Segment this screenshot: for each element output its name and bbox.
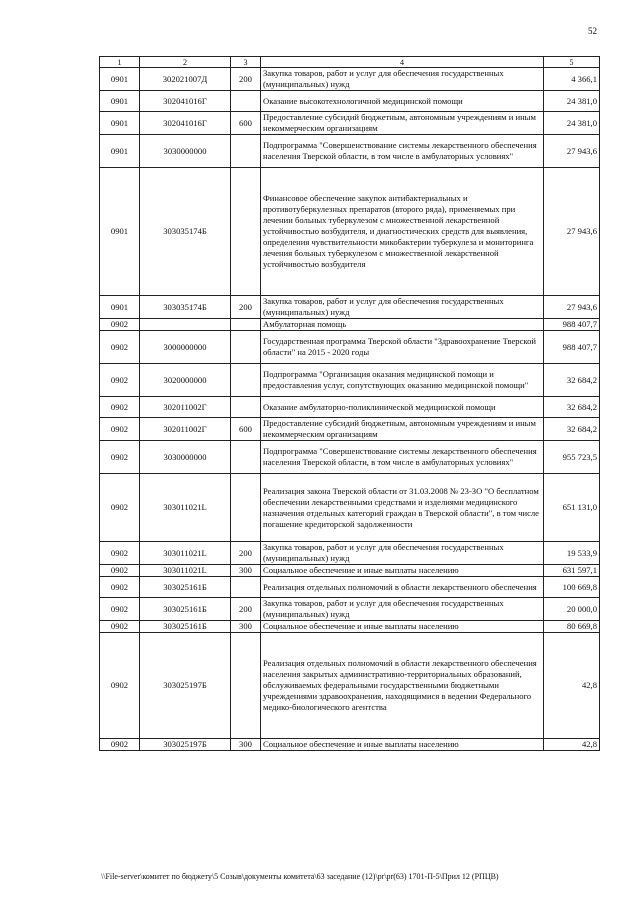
target-code-cell: 302041016Г xyxy=(140,91,231,112)
amount-cell: 32 684,2 xyxy=(544,418,600,441)
expense-type-cell: 300 xyxy=(231,621,261,633)
expense-type-cell xyxy=(231,91,261,112)
table-row xyxy=(100,633,600,739)
target-code-cell: 303035174Б xyxy=(140,296,231,319)
section-code-cell: 0902 xyxy=(100,577,140,598)
column-header: 3 xyxy=(231,57,261,68)
amount-cell: 24 381,0 xyxy=(544,91,600,112)
target-code-cell: 303011021L xyxy=(140,565,231,577)
target-code-cell: 302041016Г xyxy=(140,112,231,135)
amount-cell: 988 407,7 xyxy=(544,319,600,331)
amount-cell: 100 669,8 xyxy=(544,577,600,598)
column-header: 1 xyxy=(100,57,140,68)
expense-type-cell: 200 xyxy=(231,68,261,91)
item-name-cell: Предоставление субсидий бюджетным, автономным учреждениям и иным некоммерческим организациям xyxy=(261,418,544,441)
amount-cell: 27 943,6 xyxy=(544,135,600,168)
item-name-cell: Социальное обеспечение и иные выплаты населению xyxy=(261,621,544,633)
section-code-cell: 0902 xyxy=(100,331,140,364)
amount-cell: 27 943,6 xyxy=(544,296,600,319)
expense-type-cell xyxy=(231,633,261,739)
amount-cell: 20 000,0 xyxy=(544,598,600,621)
amount-cell: 631 597,1 xyxy=(544,565,600,577)
item-name-cell: Подпрограмма "Совершенствование системы лекарственного обеспечения населения Тверской области, в том числе в амбулаторных условиях" xyxy=(261,441,544,474)
target-code-cell: 302021007Д xyxy=(140,68,231,91)
table-row xyxy=(100,598,600,621)
item-name-cell: Подпрограмма "Совершенствование системы лекарственного обеспечения населения Тверской области, в том числе в амбулаторных условиях" xyxy=(261,135,544,168)
amount-cell: 651 131,0 xyxy=(544,474,600,542)
item-name-cell: Закупка товаров, работ и услуг для обеспечения государственных (муниципальных) нужд xyxy=(261,542,544,565)
amount-cell: 80 669,8 xyxy=(544,621,600,633)
section-code-cell: 0902 xyxy=(100,542,140,565)
expense-type-cell xyxy=(231,168,261,296)
table-row xyxy=(100,91,600,112)
target-code-cell: 3020000000 xyxy=(140,364,231,397)
file-path-footer: \\File-server\комитет по бюджету\5 Созыв\документы комитета\63 заседание (12)\pr\pr(63) 1701-П-5\Прил 12 (РПЦВ) xyxy=(101,872,499,881)
item-name-cell: Закупка товаров, работ и услуг для обеспечения государственных (муниципальных) нужд xyxy=(261,598,544,621)
table-row xyxy=(100,565,600,577)
item-name-cell: Закупка товаров, работ и услуг для обеспечения государственных (муниципальных) нужд xyxy=(261,68,544,91)
expense-type-cell: 200 xyxy=(231,598,261,621)
table-row xyxy=(100,364,600,397)
section-code-cell: 0902 xyxy=(100,418,140,441)
target-code-cell: 303025197Б xyxy=(140,739,231,751)
amount-cell: 42,8 xyxy=(544,739,600,751)
amount-cell: 24 381,0 xyxy=(544,112,600,135)
target-code-cell: 302011002Г xyxy=(140,418,231,441)
section-code-cell: 0902 xyxy=(100,739,140,751)
column-header: 4 xyxy=(261,57,544,68)
expense-type-cell xyxy=(231,135,261,168)
item-name-cell: Финансовое обеспечение закупок антибактериальных и противотуберкулезных препаратов (второго ряда), применяемых при лечении больных туберкулезом с множественной лекарственной устойчивостью возбудителя, и диагностических средств для выявления, определения чувствительности микобактерии туберкулеза и мониторинга лечения больных туберкулезом с множественной лекарственной устойчивостью возбудителя xyxy=(261,168,544,296)
amount-cell: 4 366,1 xyxy=(544,68,600,91)
target-code-cell: 303025161Б xyxy=(140,598,231,621)
table-row xyxy=(100,542,600,565)
table-row xyxy=(100,331,600,364)
section-code-cell: 0901 xyxy=(100,91,140,112)
section-code-cell: 0901 xyxy=(100,135,140,168)
item-name-cell: Социальное обеспечение и иные выплаты населению xyxy=(261,565,544,577)
target-code-cell: 303011021L xyxy=(140,474,231,542)
target-code-cell: 3000000000 xyxy=(140,331,231,364)
amount-cell: 27 943,6 xyxy=(544,168,600,296)
section-code-cell: 0902 xyxy=(100,441,140,474)
amount-cell: 19 533,9 xyxy=(544,542,600,565)
section-code-cell: 0902 xyxy=(100,621,140,633)
target-code-cell: 303011021L xyxy=(140,542,231,565)
target-code-cell: 303025161Б xyxy=(140,577,231,598)
amount-cell: 988 407,7 xyxy=(544,331,600,364)
table-row xyxy=(100,739,600,751)
item-name-cell: Государственная программа Тверской области "Здравоохранение Тверской области" на 2015 - 2020 годы xyxy=(261,331,544,364)
item-name-cell: Реализация закона Тверской области от 31.03.2008 № 23-ЗО "О бесплатном обеспечении лекарственными средствами и изделиями медицинского назначения отдельных категорий граждан в Тверской области", в том числе погашение кредиторской задолженности xyxy=(261,474,544,542)
target-code-cell: 3030000000 xyxy=(140,135,231,168)
item-name-cell: Оказание высокотехнологичной медицинской помощи xyxy=(261,91,544,112)
table-row xyxy=(100,319,600,331)
column-header: 5 xyxy=(544,57,600,68)
amount-cell: 955 723,5 xyxy=(544,441,600,474)
section-code-cell: 0902 xyxy=(100,565,140,577)
expense-type-cell xyxy=(231,364,261,397)
table-header-row xyxy=(100,57,600,68)
table-row xyxy=(100,621,600,633)
expense-type-cell xyxy=(231,474,261,542)
section-code-cell: 0902 xyxy=(100,364,140,397)
expense-type-cell: 200 xyxy=(231,296,261,319)
section-code-cell: 0902 xyxy=(100,319,140,331)
table-row xyxy=(100,397,600,418)
table-row xyxy=(100,135,600,168)
expense-type-cell: 600 xyxy=(231,418,261,441)
section-code-cell: 0902 xyxy=(100,397,140,418)
section-code-cell: 0901 xyxy=(100,168,140,296)
section-code-cell: 0902 xyxy=(100,474,140,542)
target-code-cell xyxy=(140,319,231,331)
table-row xyxy=(100,68,600,91)
item-name-cell: Подпрограмма "Организация оказания медицинской помощи и предоставления услуг, сопутствующих оказанию медицинской помощи" xyxy=(261,364,544,397)
target-code-cell: 303035174Б xyxy=(140,168,231,296)
budget-table xyxy=(99,56,600,751)
expense-type-cell: 300 xyxy=(231,565,261,577)
page-number: 52 xyxy=(588,26,597,36)
expense-type-cell: 600 xyxy=(231,112,261,135)
item-name-cell: Амбулаторная помощь xyxy=(261,319,544,331)
expense-type-cell xyxy=(231,319,261,331)
target-code-cell: 303025197Б xyxy=(140,633,231,739)
section-code-cell: 0901 xyxy=(100,112,140,135)
item-name-cell: Социальное обеспечение и иные выплаты населению xyxy=(261,739,544,751)
column-header: 2 xyxy=(140,57,231,68)
table-row xyxy=(100,474,600,542)
table-row xyxy=(100,418,600,441)
target-code-cell: 303025161Б xyxy=(140,621,231,633)
table-row xyxy=(100,296,600,319)
item-name-cell: Закупка товаров, работ и услуг для обеспечения государственных (муниципальных) нужд xyxy=(261,296,544,319)
amount-cell: 32 684,2 xyxy=(544,397,600,418)
item-name-cell: Реализация отдельных полномочий в области лекарственного обеспечения населения закрытых административно-территориальных образований, обслуживаемых федеральными государственными бюджетными учреждениями здравоохранения, находящимися в ведении Федерального медико-биологического агентства xyxy=(261,633,544,739)
expense-type-cell xyxy=(231,397,261,418)
expense-type-cell xyxy=(231,441,261,474)
amount-cell: 32 684,2 xyxy=(544,364,600,397)
expense-type-cell xyxy=(231,577,261,598)
section-code-cell: 0902 xyxy=(100,633,140,739)
amount-cell: 42,8 xyxy=(544,633,600,739)
table-row xyxy=(100,441,600,474)
target-code-cell: 302011002Г xyxy=(140,397,231,418)
table-row xyxy=(100,168,600,296)
expense-type-cell: 300 xyxy=(231,739,261,751)
table-row xyxy=(100,577,600,598)
expense-type-cell: 200 xyxy=(231,542,261,565)
item-name-cell: Предоставление субсидий бюджетным, автономным учреждениям и иным некоммерческим организациям xyxy=(261,112,544,135)
item-name-cell: Реализация отдельных полномочий в области лекарственного обеспечения xyxy=(261,577,544,598)
item-name-cell: Оказание амбулаторно-поликлинической медицинской помощи xyxy=(261,397,544,418)
expense-type-cell xyxy=(231,331,261,364)
table-row xyxy=(100,112,600,135)
section-code-cell: 0901 xyxy=(100,68,140,91)
target-code-cell: 3030000000 xyxy=(140,441,231,474)
section-code-cell: 0901 xyxy=(100,296,140,319)
section-code-cell: 0902 xyxy=(100,598,140,621)
